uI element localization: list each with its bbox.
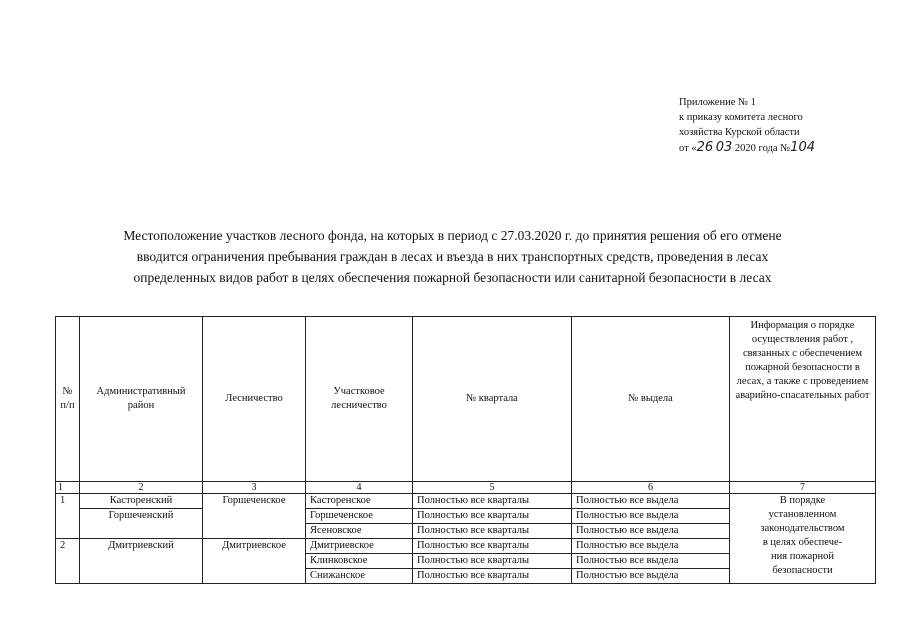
order-number: 104 bbox=[790, 140, 816, 155]
local-forestry-cell: Горшеченское bbox=[306, 509, 413, 524]
table-header-row bbox=[56, 317, 876, 482]
header-forestry: Лесничество bbox=[203, 317, 306, 482]
row1-district bbox=[80, 494, 203, 539]
date-day: 26 bbox=[696, 140, 714, 155]
row1-district-a: Касторенский bbox=[80, 494, 202, 509]
column-number-row bbox=[56, 482, 876, 494]
row2-district: Дмитриевский bbox=[80, 539, 203, 584]
date-prefix: от « bbox=[679, 143, 697, 154]
allotment-cell: Полностью все выдела bbox=[572, 554, 730, 569]
local-forestry-cell: Касторенское bbox=[306, 494, 413, 509]
heading-line-1: Местоположение участков лесного фонда, на которых в период с 27.03.2020 г. до принятия решения об его отмене bbox=[123, 228, 782, 243]
quarter-cell: Полностью все кварталы bbox=[413, 509, 572, 524]
header-allotment: № выдела bbox=[572, 317, 730, 482]
annex-order-line: к приказу комитета лесного bbox=[679, 112, 803, 123]
annex-title: Приложение № 1 bbox=[679, 97, 756, 108]
info-line-6: безопасности bbox=[772, 565, 833, 576]
info-body bbox=[730, 494, 876, 584]
local-forestry-cell: Дмитриевское bbox=[306, 539, 413, 554]
row1-num: 1 bbox=[56, 494, 80, 539]
heading-line-2: вводится ограничения пребывания граждан в лесах и въезда в них транспортных средств, проведения в лесах bbox=[136, 249, 769, 264]
annex-date-line bbox=[679, 140, 815, 156]
allotment-cell: Полностью все выдела bbox=[572, 539, 730, 554]
allotment-cell: Полностью все выдела bbox=[572, 569, 730, 584]
row2-num: 2 bbox=[56, 539, 80, 584]
date-month: 03 bbox=[715, 140, 733, 155]
allotment-cell: Полностью все выдела bbox=[572, 509, 730, 524]
row2-forestry: Дмитриевское bbox=[203, 539, 306, 584]
colnum-7: 7 bbox=[730, 482, 876, 494]
allotment-cell: Полностью все выдела bbox=[572, 524, 730, 539]
info-line-3: законодательством bbox=[760, 523, 845, 534]
annex-block bbox=[679, 95, 815, 156]
annex-committee-line: хозяйства Курской области bbox=[679, 127, 800, 138]
colnum-5: 5 bbox=[413, 482, 572, 494]
info-line-2: установленном bbox=[768, 509, 837, 520]
header-district: Административный район bbox=[80, 317, 203, 482]
quarter-cell: Полностью все кварталы bbox=[413, 554, 572, 569]
allotment-cell: Полностью все выдела bbox=[572, 494, 730, 509]
forest-areas-table bbox=[55, 316, 876, 584]
colnum-1: 1 bbox=[56, 482, 80, 494]
quarter-cell: Полностью все кварталы bbox=[413, 569, 572, 584]
local-forestry-cell: Клинковское bbox=[306, 554, 413, 569]
header-num: № п/п bbox=[56, 317, 80, 482]
row1-district-b: Горшеченский bbox=[108, 510, 174, 521]
heading-line-3: определенных видов работ в целях обеспечения пожарной безопасности или санитарной безопасности в лесах bbox=[133, 270, 772, 285]
colnum-6: 6 bbox=[572, 482, 730, 494]
row1-forestry: Горшеченское bbox=[203, 494, 306, 539]
info-line-4: в целях обеспече- bbox=[762, 537, 843, 548]
quarter-cell: Полностью все кварталы bbox=[413, 539, 572, 554]
quarter-cell: Полностью все кварталы bbox=[413, 524, 572, 539]
date-year: 2020 года № bbox=[734, 143, 791, 154]
colnum-2: 2 bbox=[80, 482, 203, 494]
document-heading bbox=[40, 225, 865, 288]
info-line-1: В порядке bbox=[779, 495, 826, 506]
header-info: Информация о порядке осуществления работ , связанных с обеспечением пожарной безопасности в лесах, а также с проведением аварийно-спасательных работ bbox=[730, 317, 876, 482]
info-line-5: ния пожарной bbox=[771, 551, 834, 562]
header-local-forestry: Участковое лесничество bbox=[306, 317, 413, 482]
table-row bbox=[56, 494, 876, 509]
local-forestry-cell: Снижанское bbox=[306, 569, 413, 584]
local-forestry-cell: Ясеновское bbox=[306, 524, 413, 539]
header-quarter: № квартала bbox=[413, 317, 572, 482]
colnum-4: 4 bbox=[306, 482, 413, 494]
quarter-cell: Полностью все кварталы bbox=[413, 494, 572, 509]
colnum-3: 3 bbox=[203, 482, 306, 494]
